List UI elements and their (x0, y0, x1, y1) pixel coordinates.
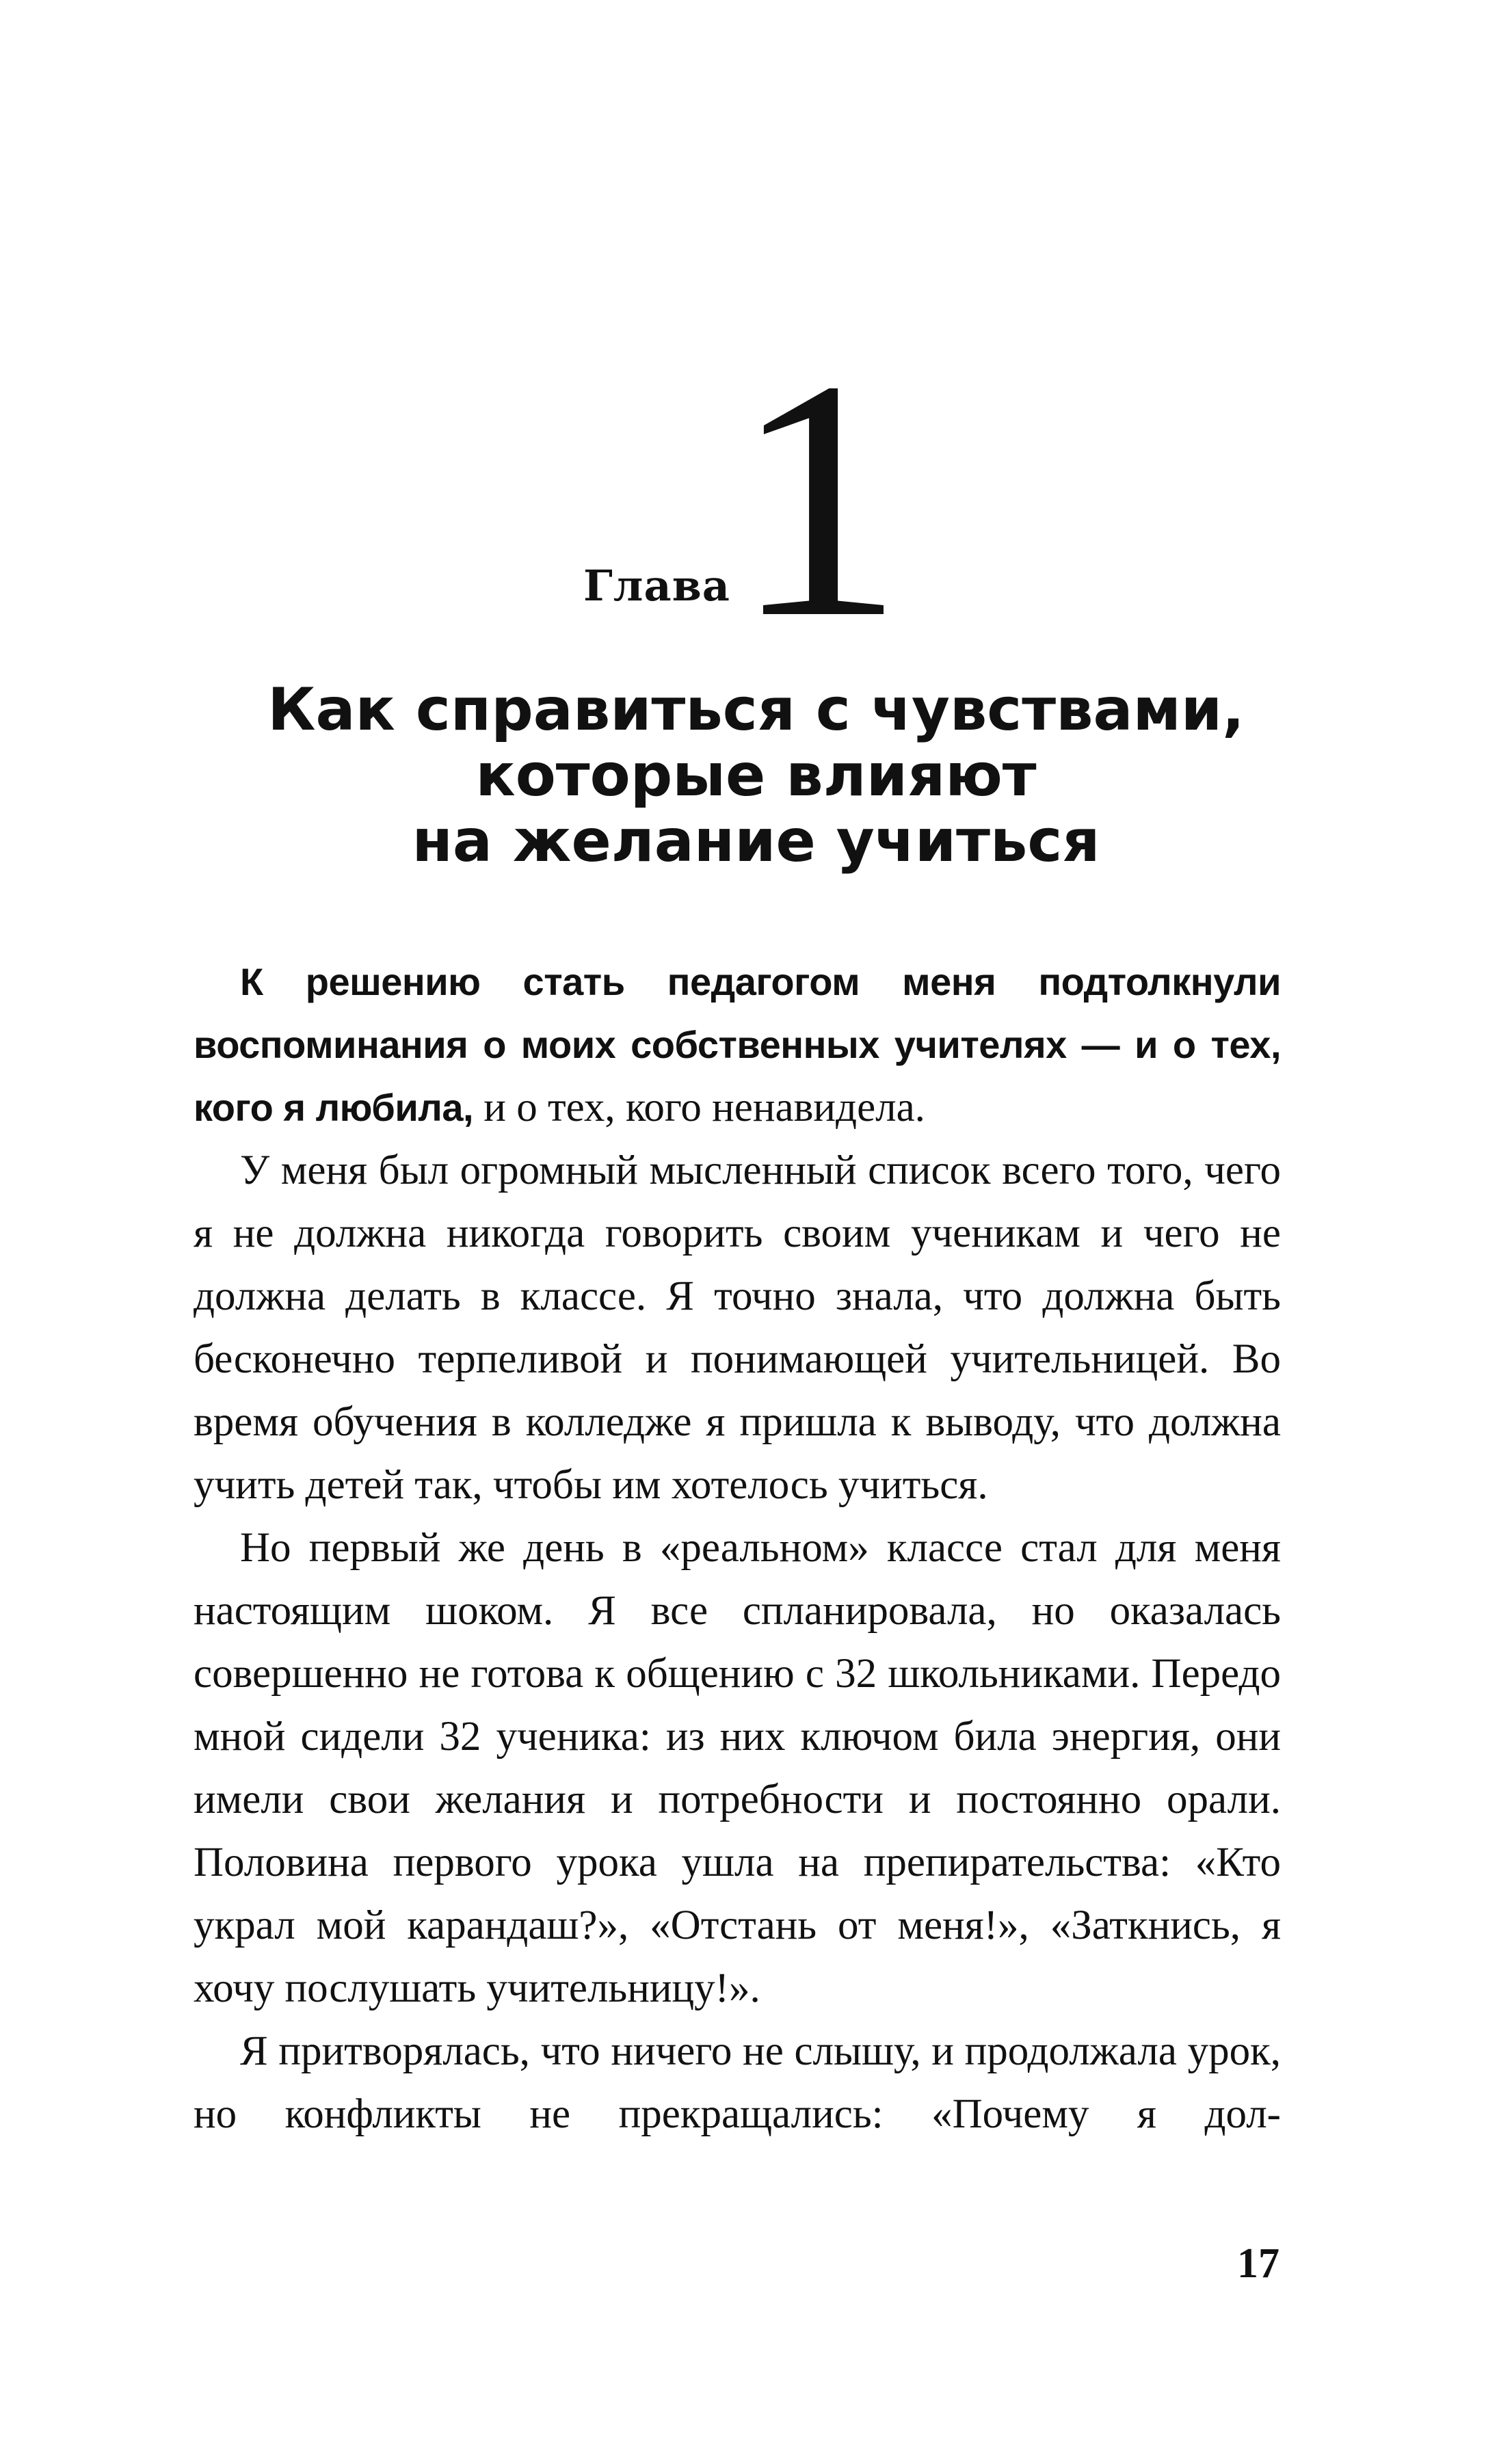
chapter-title-line-1: Как справиться с чувствами, (267, 676, 1245, 744)
paragraph-2: У меня был огромный мысленный список всего того, чего я не должна никогда говорить своим ученикам и чего не должна делать в классе. Я точно знала, что должна быть бесконечно терпеливой и понимающей учительницей. Во время обучения в колледже я пришла к выводу, что должна учить детей так, чтобы им хотелось учиться. (194, 1147, 1281, 1508)
paragraph-4: Я притворялась, что ничего не слышу, и продолжала урок, но конфликты не прекращались: «Почему я дол- (194, 2028, 1281, 2137)
chapter-title-line-3: на желание учиться (412, 807, 1100, 875)
body-text (194, 951, 1281, 2146)
paragraph-1 (194, 951, 1281, 1139)
chapter-heading (0, 310, 1512, 689)
lead-in-bold: К решению стать педагогом меня подтолкнули воспоминания о моих собственных учителях — и о тех, кого я любила, (194, 960, 1281, 1129)
chapter-title (0, 677, 1512, 874)
paragraph-3: Но первый же день в «реальном» классе стал для меня настоящим шоком. Я все спланировала, но оказалась совершенно не готова к общению с 32 школьниками. Передо мной сидели 32 ученика: из них ключом била энергия, они имели свои желания и потребности и постоянно орали. Половина первого урока ушла на препирательства: «Кто украл мой карандаш?», «Отстань от меня!», «Заткнись, я хочу послушать учительницу!». (194, 1525, 1281, 2011)
chapter-label: Глава (583, 561, 730, 611)
chapter-title-line-2: которые влияют (475, 741, 1037, 810)
page-number: 17 (1237, 2240, 1279, 2287)
paragraph-1-rest: и о тех, кого ненавидела. (473, 1085, 925, 1130)
chapter-number: 1 (733, 310, 904, 689)
